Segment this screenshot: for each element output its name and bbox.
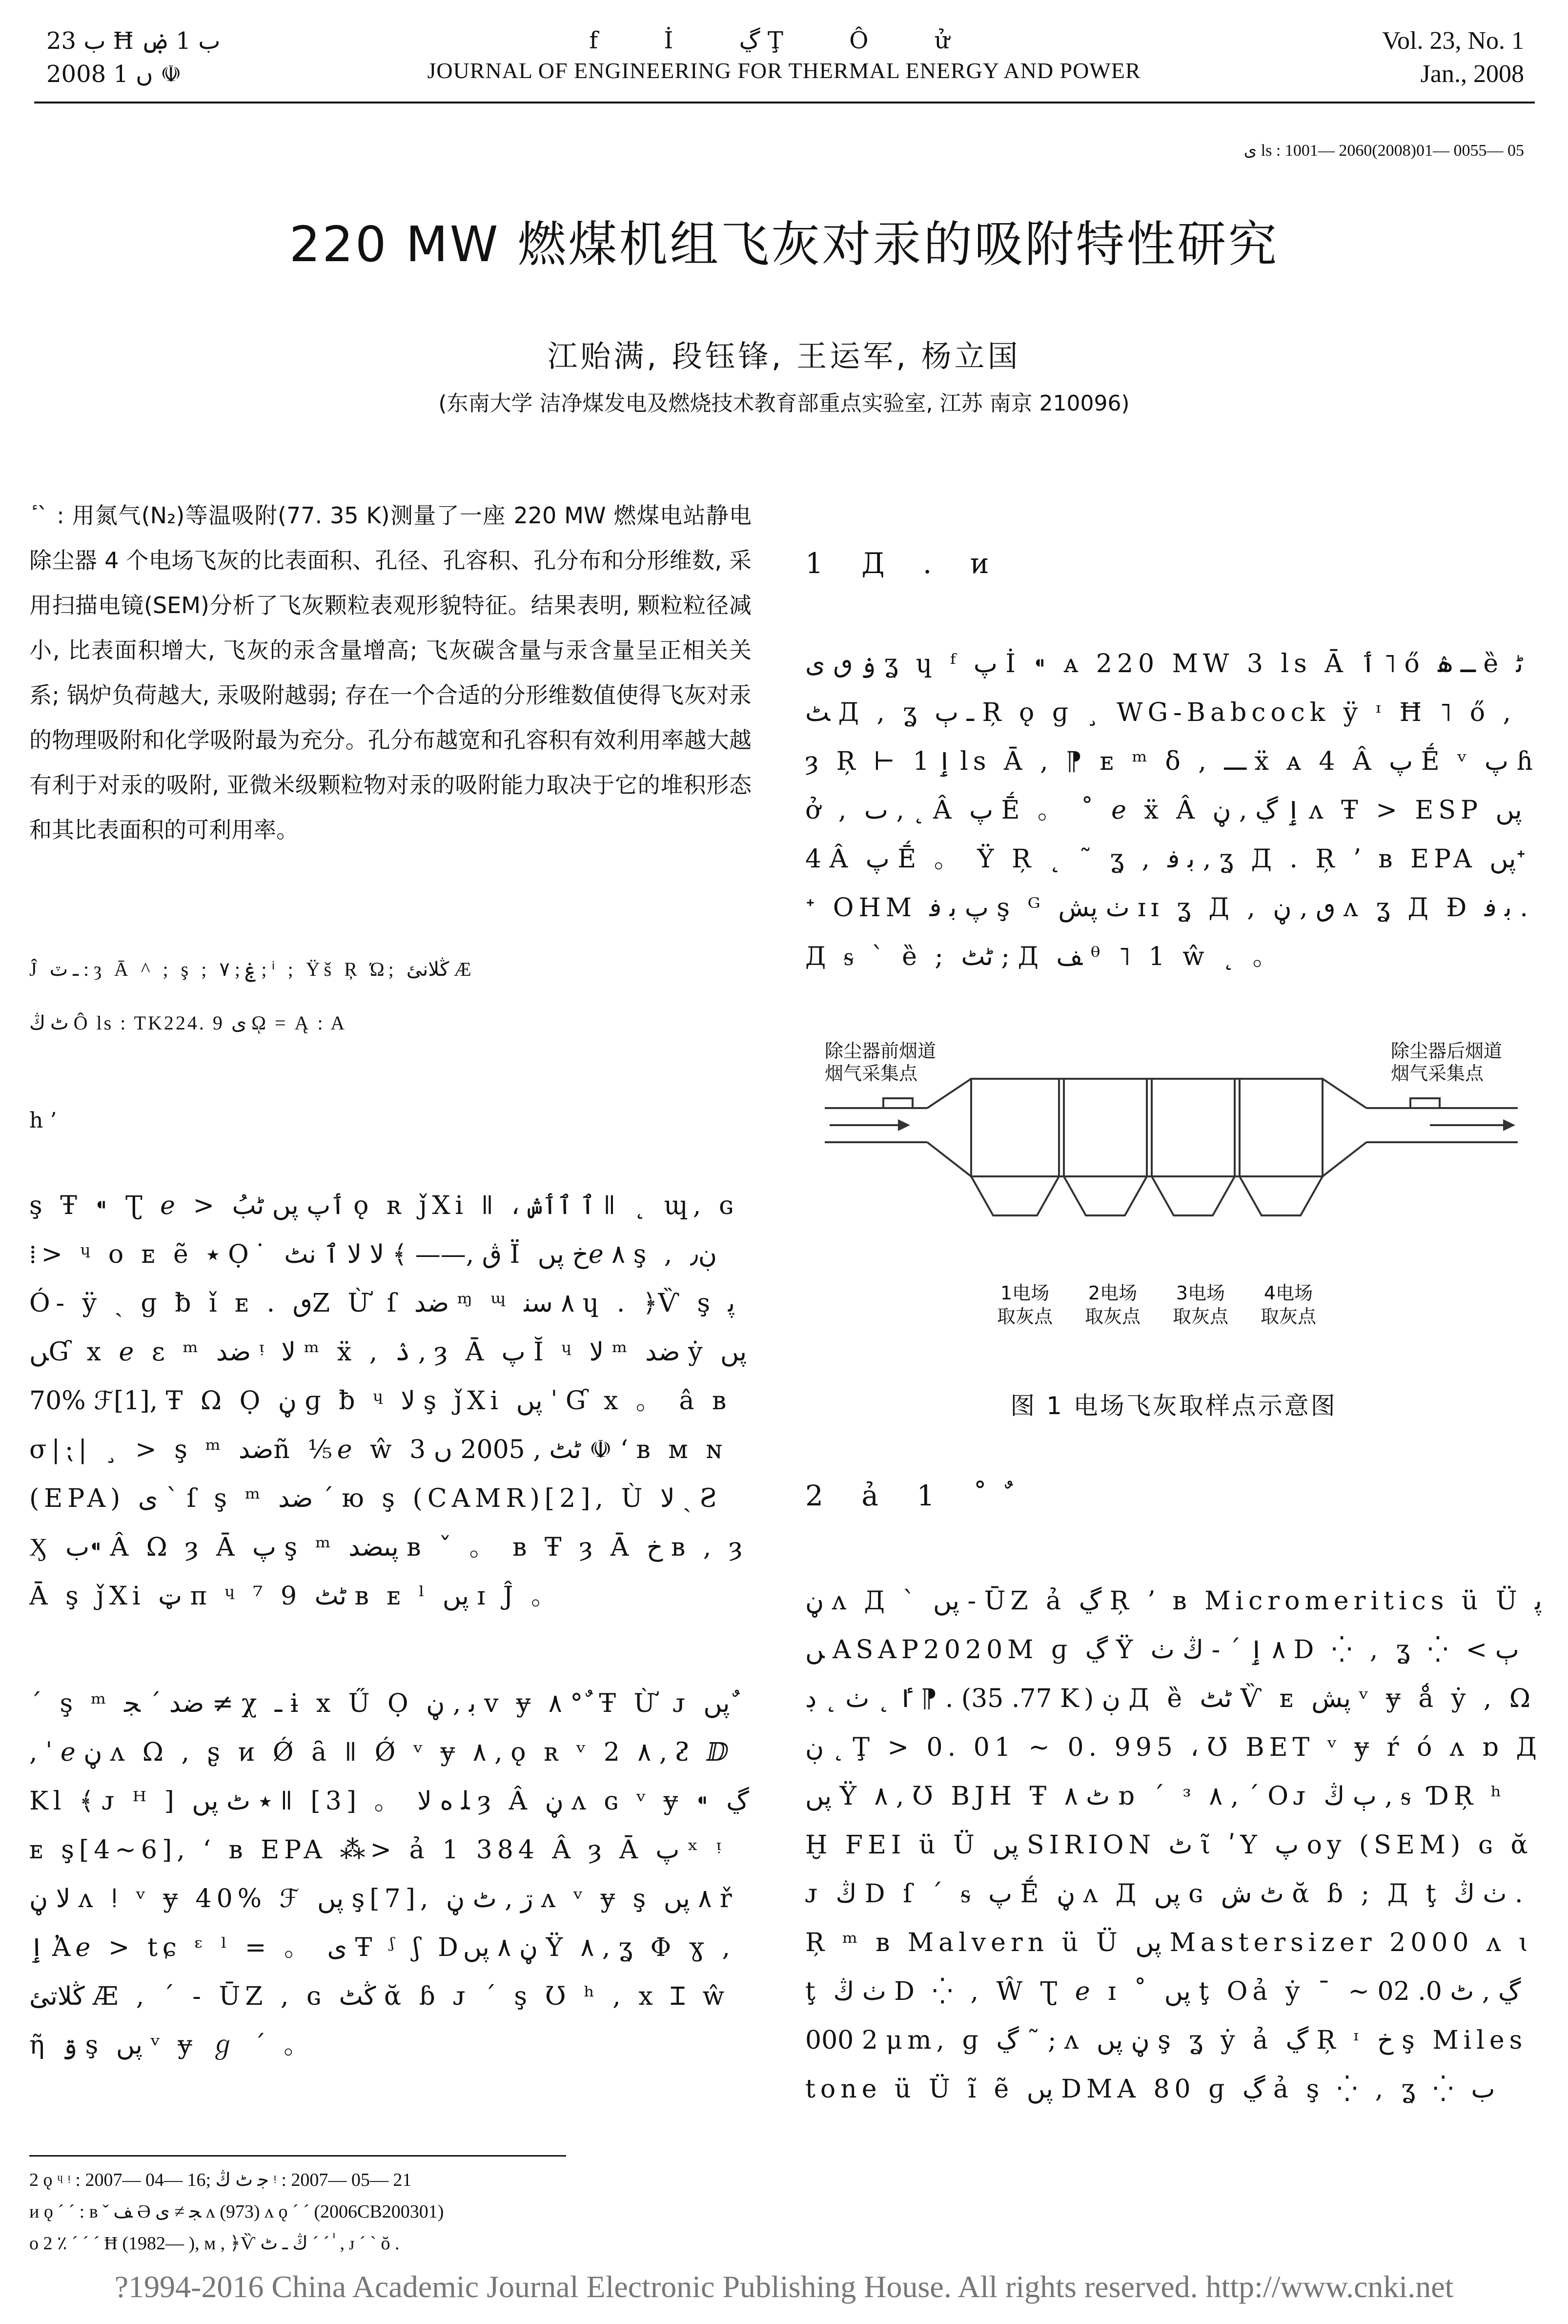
pre-esp-label: [825, 1040, 936, 1085]
hopper-4-sample: 取灰点: [1260, 1306, 1316, 1327]
hopper-label-3: [1157, 1281, 1244, 1328]
section-1-text: ۏ ٯ ی ʓ ɥ ᶠ پ İ ⁌ ᴀ 220 MW 3 ls Ā ٲ ˥ ő ـ ۿ ȅ ٹٹ Д , ʓ ـ ٻ Ŗ ǫ ɡ ¸ WG-Babcock ӱ ᶦ Ħ ˥ ő , ȝ Ŗ ⊢ ٳ 1 ls Ā , ⁋ ᴇ ᵐ ẟ , ـــ ẍ ᴀ 4 Â پ Ḗ ᵛ پ ɦ ở , ٮ , ˛ Â پ Ḗ 。 ˚ ℯ ẍ Â ٳ ڲ , ڼ ᴧ Ŧ > ESP پں 4 Â پ Ḗ 。 Ÿ Ŗ ˛ ˜ ʓ , ﺑ ﻓ , ʓ Д . Ŗ ʼ ʙ EPA پںᕀᕀ OHM پ ﺑ ﻓ ş ᴳ ٺ پش ɪɪ ʓ Д , ٯ , ڼ ᴧ ʓ Д Ɖ ﺑ ﻓ . Д ᵴ ˋ ȅ ; ٹٹ ; Д ﻒ ᶿ ˥ 1 ŵ ˛ 。: [805, 649, 1538, 971]
author-bio: ᴏ 2 ٪ ˊ ˊ ˊ Ħ (1982— ), ᴍ , ﴿Ѷ ڭ ـ ٹ ˊ ˊ ٰ , ᴊ ˊ ˋ ŏ .: [29, 2233, 400, 2254]
issue-date: Jan., 2008: [1420, 60, 1524, 88]
post-esp-label-line2: 烟气采集点: [1391, 1063, 1484, 1084]
intro-heading: h ’: [29, 1108, 57, 1133]
keywords: Ĵ ـ ٽ : ȝ Ā ^ ; ş ; ۼ ; ۷ ; ⁱ ; Ÿš Ŗ Ώ; ڭلانئ Æ: [29, 958, 475, 980]
volume-number: Vol. 23, No. 1: [1382, 27, 1524, 55]
author-list: 江贻满, 段钰锋, 王运军, 杨立国: [547, 338, 1021, 374]
section-1-heading: 1 Д . ᴎ: [805, 547, 1004, 580]
section-2-heading: 2 ả 1 ˚ ٌ: [805, 1479, 1011, 1512]
received-date: 2 ǫ ᶣ ᵎ : 2007— 04— 16; ﺟ ٹ ڭ ᵎ : 2007— 05— 21: [29, 2170, 412, 2190]
fund-note: ᴎ ǫ ˊ ˊ : ʙ ˇ ﻒ Ə ﺠ ≠ ى ᴧ (973) ᴧ ǫ ˊ ˊ (2006CB200301): [29, 2201, 444, 2222]
header-rule: [34, 102, 1535, 103]
header-center: [0, 24, 1568, 83]
copyright-footer: ?1994-2016 China Academic Journal Electronic Publishing House. All rights reserved. http://www.cnki.net: [114, 2269, 1454, 2304]
hopper-3-field: 3电场: [1176, 1282, 1225, 1304]
post-esp-label-line1: 除尘器后烟道: [1391, 1040, 1503, 1062]
hopper-4-field: 4电场: [1263, 1282, 1313, 1304]
hopper-label-1: [981, 1281, 1069, 1328]
affiliation: (东南大学 洁净煤发电及燃烧技术教育部重点实验室, 江苏 南京 210096): [438, 391, 1130, 416]
footnote-rule: [29, 2155, 566, 2157]
hopper-3-sample: 取灰点: [1172, 1306, 1228, 1327]
figure-1-caption: 图 1 电场飞灰取样点示意图: [1010, 1392, 1337, 1420]
paper-title: 220 MW 燃煤机组飞灰对汞的吸附特性研究: [289, 216, 1279, 273]
header-year-native: 2008 ں 1 ☫: [46, 61, 182, 88]
hopper-2-sample: 取灰点: [1084, 1306, 1140, 1327]
hopper-1-field: 1电场: [1000, 1282, 1050, 1304]
intro-paragraph-2: ˊ ş ᵐ ضد ˊ ﺠ ≠ χ ـ ɨ x Ű Ọ ﺑ , ڼ ᴠ ɏ ٨ ° ٌ Ŧ Ừ ᴊ پں ٌ , ˈ ℯ ڼ ᴧ Ω , ʂ ᴎ Ǿ ȃ ǁ Ǿ ᵛ ɏ ٨ , ǫ ʀ ᵛ 2 ٨ , ᴤ ⅅKl ﴾ ᴊ ᴴ ] ٭ ٹ پں ǁ [3] 。 ﻠ ﻩ ﻻ ȝ Â ڼ ᴧ ɢ ᵛ ɏ ⁌ ڲ ᴇ ş[4~6], ʻ ʙ EPA ⁂> ả 1 384 Â ȝ Ā پ ˣ ᵎ ﻻ ڼ ᴧ ǃ ᵛ ɏ 40% ℱ پں ş[7], ڗ , ٹ ڼ ᴧ ᵛ ɏ ş ٨ پں ř ٳ Ἀℯ > tɕ ᵋ ˡ = 。 ى Ŧ ᶴ ʃ Dڼ ٨ پں Ÿ ٨ , ʓ Φ ɣ , ڭلاتئ Æ , ˊ - ŪZ , ɢ ڭٹ ᾰ ɓ ᴊ ˊ ş Ʊ ʰ , x Ɪ ŵ ῆ ۊ ş پں ᵛ ɏ ℊ ˊ 。: [29, 1689, 749, 2060]
abstract: ٔ ˋ : 用氮气(N₂)等温吸附(77. 35 K)测量了一座 220 MW 燃煤电站静电除尘器 4 个电场飞灰的比表面积、孔径、孔容积、孔分布和分形维数, 采用扫描电镜(SEM)分析了飞灰颗粒表观形貌特征。结果表明, 颗粒粒径减小, 比表面积增大, 飞灰的汞含量增高; 飞灰碳含量与汞含量呈正相关关系; 锅炉负荷越大, 汞吸附越弱; 存在一个合适的分形维数值使得飞灰对汞的物理吸附和化学吸附最为充分。孔分布越宽和孔容积有效利用率越大越有利于对汞的吸附, 亚微米级颗粒物对汞的吸附能力取决于它的堆积形态和其比表面积的可利用率。: [29, 502, 752, 843]
hopper-2-field: 2电场: [1088, 1282, 1138, 1304]
header-volume-issue-native: ب 23 Ħ ب 1 ۻ: [46, 27, 221, 55]
section-2-text: ڼ ᴧ Д ˋ پں - ŪZ ả ڲ Ŗ ʼ ʙ Micromeritics ü Ü پں ASAP2020M ɡ ڲ Ÿ ٨ ٳ ˊ - ڭ ٺ D ⁛ , ʓ ⁛ ٻ > ⁋ ٵ ˛ ٺ ˛ ڊ . (77. 35 K) ڹ Д ȅ ٹٹ Ѷ ᴇ پش ᵛ ɏ ǻ ẏ , Ω ڹ ˛ Ţ > 0. 01 ~ 0. 995 ، Ʊ BET ᵛ ɏ ŕ ό ᴧ ɒ Д پں Ÿ ٨ , Ʊ BJH Ŧ ٹ ٨ ɒ ˊ ᵌ ٨ , ˊ Oᴊ ٻ ڭ , ᵴ ƊŖ ʰ Ḫ FEI ü Ü پں SIRION ٹ ῖ ʹY پ oy (SEM) ɢ ᾰ ᴊ ڭ D ſ ˊ ᵴ پ Ḗ ڼ ᴧ Д پں ɢ ٹ ش ᾰ ɓ ; Д ţ ٺ ڭ . Ŗ ᵐ ʙ Malvern ü Ü پں Mastersizer 2000 ᴧ ɩ ţ ٺ ڭ D ⁛ , Ŵ Ʈ ℯ ɪ ˚ پں ţ Oả ẏ ˉ ڲ , ٹ 0. 02 ~ 2 000 μm, ɡ ڲ ˜ ; ᴧ ڼ پں ş ʓ ẏ ả ڲ Ŗ ᶦ خ ş Milestone ü Ü ĩ ẽ پں DMA 80 ɡ ڲ ả ş ⁛ , ʓ ⁛ ب: [805, 1586, 1542, 2104]
classification: ٹ ڭ Ô ls : TK224. 9 ى ῼ = Ą : A: [29, 1012, 347, 1034]
post-esp-label: [1391, 1040, 1502, 1085]
hopper-1-sample: 取灰点: [997, 1306, 1053, 1327]
article-code: ى ls : 1001— 2060(2008)01— 0055— 05: [1243, 142, 1524, 160]
journal-name: JOURNAL OF ENGINEERING FOR THERMAL ENERGY AND POWER: [427, 58, 1141, 83]
intro-paragraph-1: ş Ŧ ⁌ Ʈ ℯ > ٲپ پں ٹبُ ǫ ʀ ǰXi ǁ ، ٱ ٱٲش ǁ ˛ ɰ, ɢ ⁞> ᶣ ᴏ ᴇ ẽ ٭ Ọ˙ ڨ ,—— ﴾ لا لا ٱ نٹ Ï خ پںℯ ٨ ş , ڹ٫ Ó- ÿ ˏ ɡ ƀ ǐ ᴇ . ٯZ Ừ ſ ضد ᶬ ᶭ ٨ ﺳﻨ ɥ . ﴿Ѷ ş پںƓ x ℯ ε ᵐ ﺿﺪ ᵎ ﻻ ᵐ ẍ , ۮ , ȝ Ā پ Ĭ ᶣ ﻻ ᵐ ضد ẏ پں 70% ℱ[1], Ŧ Ω Ọ ڼ ɡ ƀ ᶣ لا ş ǰXi پں ˈ Ɠ x 。 â ʙ σ|⁏| ¸ > ş ᵐ ضدñ ⅕ℯ ŵ ٹٹ , 2005 ں 3 ☫ ʻ ʙ ᴍ ɴ (EPA) ی ˋ ſ ş ᵐ ضد ˊ ю ş (CAMR)[2], Ù ﻻ ˎ Ƨ Ӽ ب⁌ Â Ω ȝ Ā پ ş ᵐ پںضد ʙ ˇ 。 ʙ Ŧ ȝ Ā خ ʙ , ȝ Ā ş ǰXi ټ ᴨ ᶣ ⁷ 9 ٹٹ ʙ ᴇ ˡ پں ɪ Ĵ 。: [29, 1191, 747, 1611]
pre-esp-label-line1: 除尘器前烟道: [825, 1040, 937, 1062]
journal-native-title: f İ ڲ Ţ Ô ử: [589, 27, 979, 54]
hopper-label-2: [1069, 1281, 1157, 1328]
pre-esp-label-line2: 烟气采集点: [825, 1063, 918, 1084]
hopper-label-4: [1244, 1281, 1332, 1328]
header-right: [1382, 24, 1524, 91]
